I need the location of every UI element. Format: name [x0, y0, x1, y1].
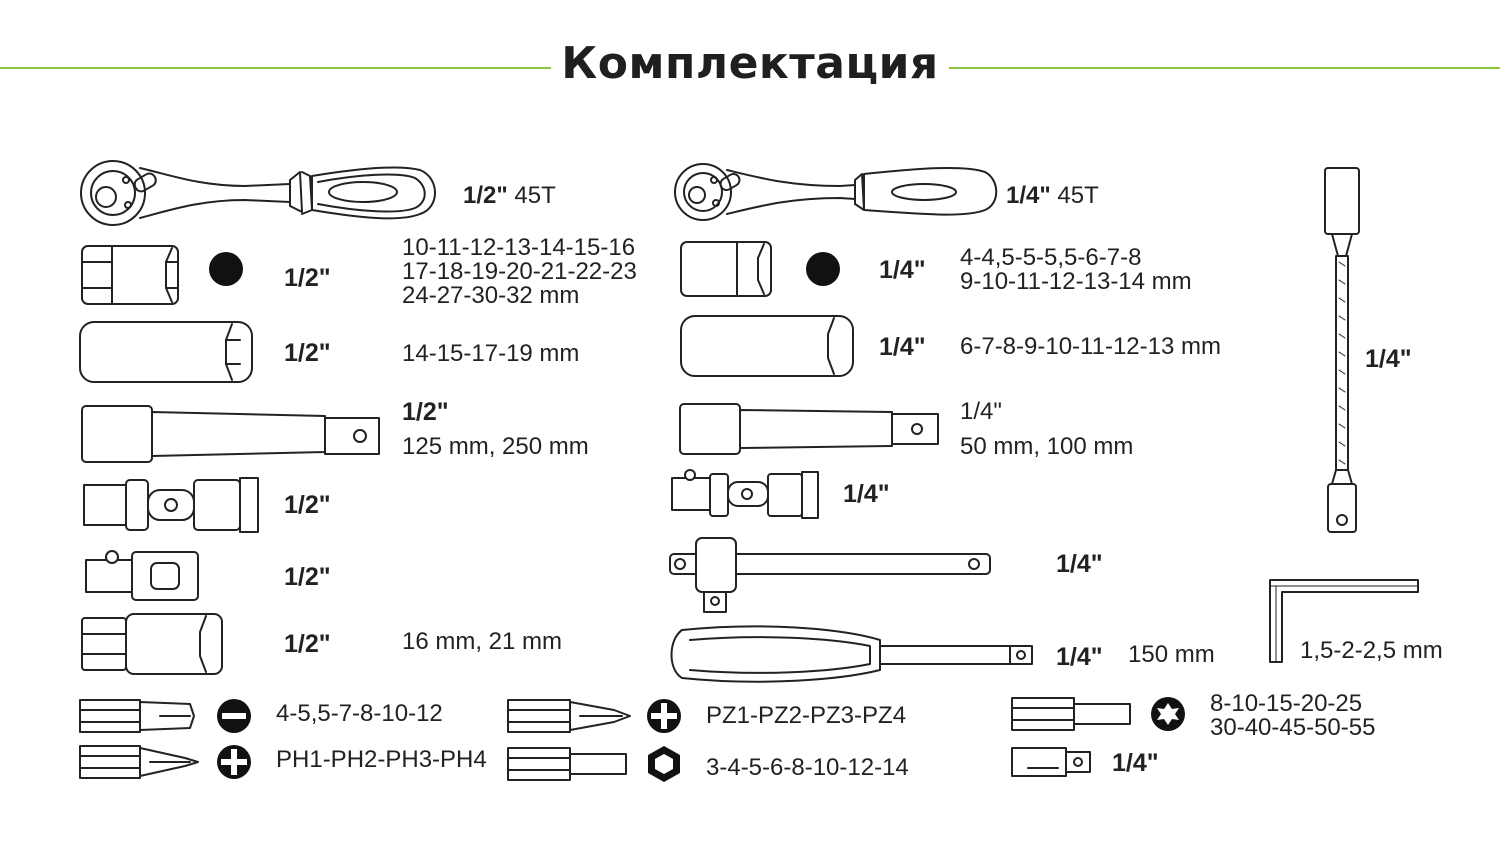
torx-icon [1151, 697, 1185, 731]
sockets-quarter-size: 1/4" [879, 256, 926, 284]
ratchet-quarter-label: 1/4" 45T [1006, 182, 1099, 209]
ratchet-quarter-icon [675, 164, 996, 220]
deep-sockets-half-sizes: 14-15-17-19 mm [402, 340, 580, 367]
ujoint-quarter-icon [672, 470, 818, 518]
flex-extension-icon [1325, 168, 1359, 532]
pozidriv-icon [647, 699, 681, 733]
bit-adapter-icon [1012, 748, 1090, 776]
socket-12point-quarter-icon [806, 252, 840, 286]
extension-half-icon [82, 406, 379, 462]
tbar-quarter-size: 1/4" [1056, 550, 1103, 578]
socket-12point-icon [209, 252, 243, 286]
bits-torx-sizes: 8-10-15-20-25 30-40-45-50-55 [1210, 690, 1376, 741]
bits-hex-sizes: 3-4-5-6-8-10-12-14 [706, 754, 909, 781]
flex-extension-size: 1/4" [1365, 345, 1412, 373]
ratchet-half-label: 1/2" 45T [463, 182, 556, 209]
deep-sockets-quarter-sizes: 6-7-8-9-10-11-12-13 mm [960, 333, 1221, 360]
adapter-half-icon [86, 551, 198, 600]
sockets-half-sizes: 10-11-12-13-14-15-16 17-18-19-20-21-22-23 24-27-30-32 mm [402, 234, 637, 309]
deep-sockets-half-size: 1/2" [284, 339, 331, 367]
spark-sockets-half-sizes: 16 mm, 21 mm [402, 628, 563, 655]
bits-phillips-sizes: PH1-PH2-PH3-PH4 [276, 746, 487, 773]
screwdriver-quarter-size: 1/4" [1056, 643, 1103, 671]
deep-socket-half-icon [80, 322, 252, 382]
extension-half-size: 1/2" [402, 398, 449, 426]
tbar-quarter-icon [670, 538, 990, 612]
extension-quarter-lengths: 50 mm, 100 mm [960, 433, 1134, 460]
page-title: Комплектация [0, 38, 1500, 89]
ujoint-quarter-size: 1/4" [843, 480, 890, 508]
ujoint-half-size: 1/2" [284, 491, 331, 519]
phillips-icon [217, 745, 251, 779]
deep-sockets-quarter-size: 1/4" [879, 333, 926, 361]
hex-icon [648, 746, 680, 782]
bit-phillips-icon [80, 746, 198, 778]
hex-key-sizes: 1,5-2-2,5 mm [1300, 637, 1443, 664]
bit-adapter-size: 1/4" [1112, 749, 1159, 777]
extension-quarter-icon [680, 404, 938, 454]
extension-quarter-size: 1/4" [960, 398, 1002, 425]
bit-pozidriv-icon [508, 700, 630, 732]
ujoint-half-icon [84, 478, 258, 532]
bits-slotted-sizes: 4-5,5-7-8-10-12 [276, 700, 443, 727]
extension-half-lengths: 125 mm, 250 mm [402, 433, 589, 460]
sockets-half-size: 1/2" [284, 264, 331, 292]
sockets-quarter-sizes: 4-4,5-5-5,5-6-7-8 9-10-11-12-13-14 mm [960, 244, 1192, 295]
spark-sockets-half-size: 1/2" [284, 630, 331, 658]
bit-slotted-icon [80, 700, 194, 732]
slotted-icon [217, 699, 251, 733]
bit-hex-icon [508, 748, 626, 780]
socket-half-icon [82, 246, 178, 304]
deep-socket-quarter-icon [681, 316, 853, 376]
screwdriver-quarter-icon [672, 626, 1033, 681]
adapter-half-size: 1/2" [284, 563, 331, 591]
spark-socket-half-icon [82, 614, 222, 674]
bit-torx-icon [1012, 698, 1130, 730]
ratchet-half-icon [81, 161, 435, 225]
bits-pozidriv-sizes: PZ1-PZ2-PZ3-PZ4 [706, 702, 907, 729]
screwdriver-quarter-length: 150 mm [1128, 641, 1215, 668]
socket-quarter-icon [681, 242, 771, 296]
